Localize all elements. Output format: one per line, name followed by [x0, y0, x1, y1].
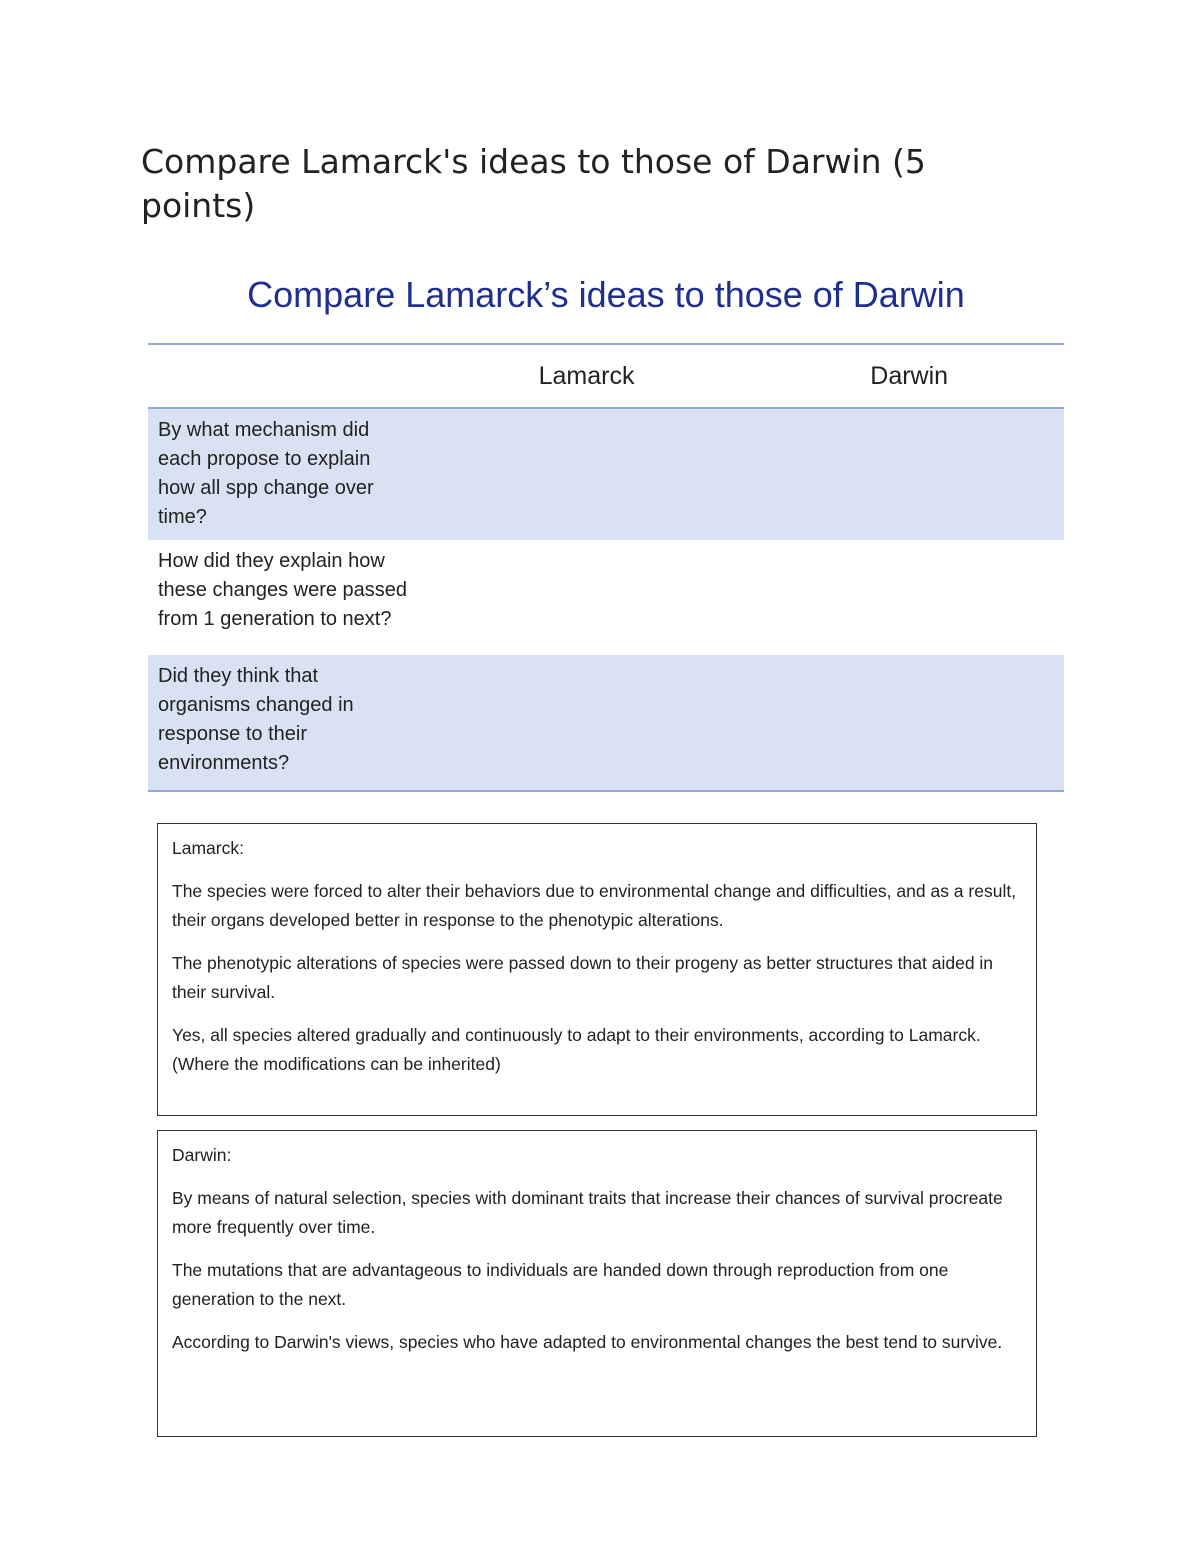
- row-question: How did they explain how these changes were passed from 1 generation to next?: [158, 550, 408, 630]
- table-heading: Compare Lamarck’s ideas to those of Darwin: [247, 274, 965, 315]
- comparison-table: [148, 343, 1064, 792]
- lamarck-answer-cell: [419, 540, 755, 655]
- table-header-row: [148, 344, 1064, 408]
- lamarck-answer-box: [157, 823, 1037, 1116]
- column-header-lamarck: Lamarck: [419, 344, 755, 408]
- darwin-answer-cell: [754, 408, 1064, 540]
- darwin-answer-label: Darwin:: [172, 1145, 232, 1165]
- darwin-answer-box: [157, 1130, 1037, 1437]
- darwin-answer-paragraph: The mutations that are advantageous to individuals are handed down through reproduction from one generation to the next.: [172, 1260, 949, 1309]
- row-question: Did they think that organisms changed in response to their environments?: [148, 655, 419, 791]
- darwin-answer-cell: [754, 540, 1064, 655]
- table-row: [148, 408, 1064, 540]
- table-row: [148, 540, 1064, 655]
- column-header-blank: [148, 344, 419, 408]
- lamarck-answer-paragraph: The phenotypic alterations of species were passed down to their progeny as better structures that aided in their survival.: [172, 953, 994, 1002]
- lamarck-answer-cell: [419, 408, 755, 540]
- row-question: By what mechanism did each propose to explain how all spp change over time?: [148, 408, 419, 540]
- question-title: Compare Lamarck's ideas to those of Darwin (5 points): [141, 142, 926, 225]
- table-row: [148, 655, 1064, 791]
- lamarck-answer-cell: [419, 655, 755, 791]
- darwin-answer-paragraph: According to Darwin's views, species who have adapted to environmental changes the best tend to survive.: [172, 1332, 1003, 1352]
- column-header-darwin: Darwin: [754, 344, 1064, 408]
- darwin-answer-paragraph: By means of natural selection, species with dominant traits that increase their chances of survival procreate more frequently over time.: [172, 1188, 1003, 1237]
- darwin-answer-cell: [754, 655, 1064, 791]
- lamarck-answer-label: Lamarck:: [172, 838, 244, 858]
- lamarck-answer-paragraph: The species were forced to alter their behaviors due to environmental change and difficulties, and as a result, their organs developed better in response to the phenotypic alterations.: [172, 881, 1017, 930]
- lamarck-answer-paragraph: Yes, all species altered gradually and continuously to adapt to their environments, according to Lamarck. (Where the modifications can be inherited): [172, 1025, 981, 1074]
